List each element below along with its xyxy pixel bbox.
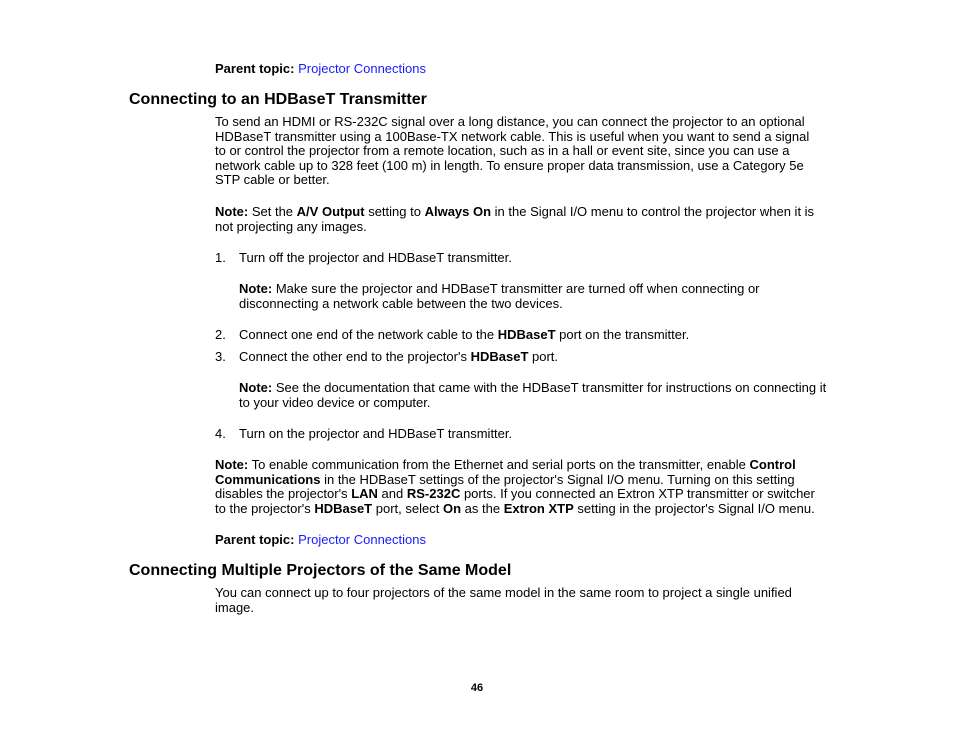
note-text: port, select — [375, 500, 440, 516]
step-note — [239, 282, 829, 311]
page-number: 46 — [470, 682, 484, 694]
parent-topic-link[interactable]: Projector Connections — [298, 532, 426, 547]
note-bold: HDBaseT — [314, 500, 373, 516]
note-label: Note: — [215, 457, 249, 472]
section-intro-hdbaset: To send an HDMI or RS-232C signal over a long distance, you can connect the projector to an optional HDBaseT transmitter using a 100Base-TX network cable. This is useful when you want to send a signal to or control the projector from a remote location, such as in a hall or event site, since you can use a network cable up to 328 feet (100 m) in length. To ensure proper data transmission, use a Category 5e STP cable or better. — [215, 114, 810, 188]
parent-topic-label: Parent topic: — [215, 532, 295, 547]
note-bold: Control Communications — [215, 457, 796, 487]
step-number: 2. — [215, 327, 226, 342]
note-bold: Extron XTP — [503, 500, 574, 516]
note-bold: A/V Output — [296, 204, 365, 219]
note-text: Set the — [251, 204, 294, 219]
note-bold: LAN — [351, 486, 378, 502]
note-control-communications — [215, 458, 827, 516]
parent-topic-link[interactable]: Projector Connections — [298, 61, 426, 76]
note-av-output — [215, 205, 820, 234]
section-heading-hdbaset: Connecting to an HDBaseT Transmitter — [129, 91, 427, 108]
step-text-part: port. — [532, 349, 559, 364]
note-label: Note: — [239, 380, 273, 395]
note-text: in the Signal I/O menu to control the projector when it is not projecting any images. — [215, 204, 815, 234]
section-intro-multiple-projectors: You can connect up to four projectors of the same model in the same room to project a single unified image. — [215, 585, 792, 615]
step-text-part: Connect the other end to the projector's — [239, 349, 467, 364]
note-text: See the documentation that came with the HDBaseT transmitter for instructions on connecting it to your video device or computer. — [239, 380, 827, 410]
step-bold: HDBaseT — [497, 327, 556, 342]
parent-topic-label: Parent topic: — [215, 61, 295, 76]
note-text: setting in the projector's Signal I/O menu. — [577, 500, 815, 516]
note-text: in the HDBaseT settings of the projector's Signal I/O menu. Turning on this setting disables the projector's — [215, 471, 795, 502]
step-text-part: port on the transmitter. — [559, 327, 690, 342]
step-text: Turn off the projector and HDBaseT transmitter. — [239, 250, 512, 265]
note-text: setting to — [368, 204, 421, 219]
step-text: Turn on the projector and HDBaseT transmitter. — [239, 426, 513, 441]
note-text: Make sure the projector and HDBaseT transmitter are turned off when connecting or disconnecting a network cable between the two devices. — [239, 281, 760, 311]
note-text: and — [381, 486, 404, 502]
note-text: To enable communication from the Ethernet and serial ports on the transmitter, enable — [251, 457, 746, 472]
note-bold: Always On — [424, 204, 492, 219]
step-number: 4. — [215, 426, 226, 441]
step-text-part: Connect one end of the network cable to the — [239, 327, 495, 342]
note-bold: RS-232C — [406, 486, 461, 502]
step-text — [239, 350, 829, 365]
note-label: Note: — [239, 281, 273, 296]
note-text: as the — [464, 500, 501, 516]
step-number: 3. — [215, 349, 226, 364]
step-bold: HDBaseT — [470, 349, 529, 364]
note-label: Note: — [215, 204, 249, 219]
parent-topic-bottom — [215, 533, 426, 548]
note-bold: On — [442, 500, 462, 516]
note-text: ports. If you connected an Extron XTP transmitter or switcher to the projector's — [215, 486, 815, 516]
step-text — [239, 328, 829, 343]
parent-topic-top — [215, 62, 426, 77]
step-number: 1. — [215, 250, 226, 265]
step-note — [239, 381, 829, 410]
section-heading-multiple-projectors: Connecting Multiple Projectors of the Same Model — [129, 562, 512, 579]
